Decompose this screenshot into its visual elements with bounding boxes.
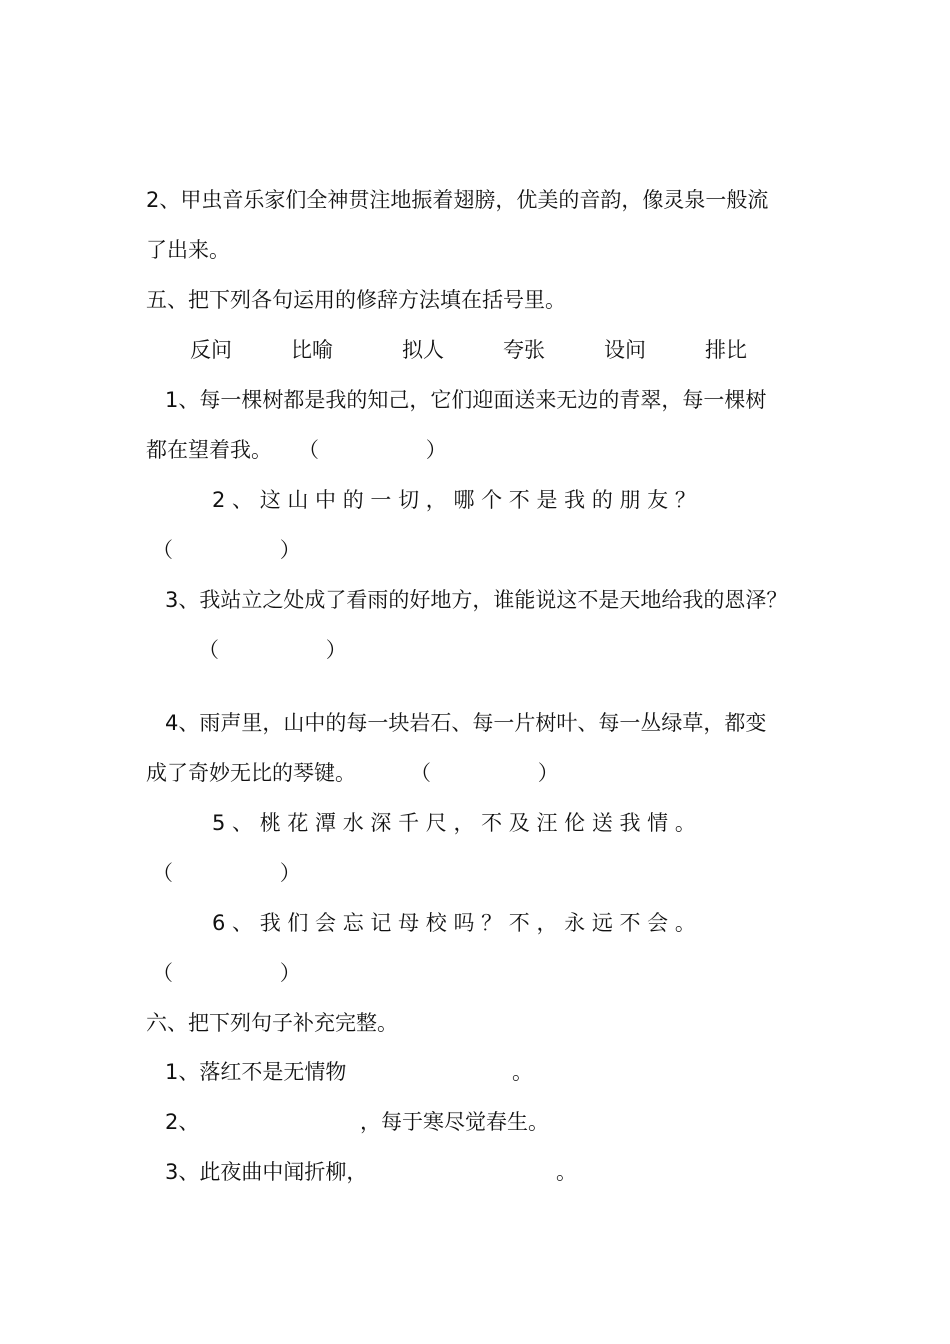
- sentence-5-answer-blank[interactable]: （ ）: [152, 861, 301, 885]
- fill-2-text: ，每于寒尽觉春生。: [360, 1110, 549, 1134]
- sentence-3-answer-blank[interactable]: （ ）: [198, 638, 347, 662]
- section-5-title: 五、把下列各句运用的修辞方法填在括号里。: [146, 288, 566, 312]
- sentence-4-line-2: 成了奇妙无比的琴键。: [146, 761, 356, 785]
- fill-1-end: 。: [512, 1060, 533, 1084]
- fill-3-end: 。: [556, 1160, 577, 1184]
- sentence-1-answer-blank[interactable]: （ ）: [298, 438, 447, 462]
- question-2-line-1: 2、甲虫音乐家们全神贯注地振着翅膀，优美的音韵，像灵泉一般流: [146, 188, 769, 212]
- fill-3-text: 3、此夜曲中闻折柳，: [165, 1160, 368, 1184]
- choice-parallelism: 排比: [705, 338, 747, 362]
- sentence-2-line-1: 2 、 这 山 中 的 一 切 ， 哪 个 不 是 我 的 朋 友 ？: [212, 488, 696, 512]
- sentence-4-line-1: 4、雨声里，山中的每一块岩石、每一片树叶、每一丛绿草，都变: [165, 711, 767, 735]
- sentence-5-line-1: 5 、 桃 花 潭 水 深 千 尺 ， 不 及 汪 伦 送 我 情 。: [212, 811, 696, 835]
- choice-hypophora: 设问: [604, 338, 646, 362]
- fill-1-text: 1、落红不是无情物: [165, 1060, 347, 1084]
- question-2-line-2: 了出来。: [146, 238, 230, 262]
- choice-personification: 拟人: [402, 338, 444, 362]
- section-6-title: 六、把下列句子补充完整。: [146, 1011, 398, 1035]
- choice-rhetorical-question: 反问: [190, 338, 232, 362]
- sentence-4-answer-blank[interactable]: （ ）: [410, 761, 559, 785]
- sentence-1-line-1: 1、每一棵树都是我的知己，它们迎面送来无边的青翠，每一棵树: [165, 388, 767, 412]
- sentence-6-answer-blank[interactable]: （ ）: [152, 961, 301, 985]
- choice-simile: 比喻: [291, 338, 333, 362]
- sentence-6-line-1: 6 、 我 们 会 忘 记 母 校 吗 ？ 不 ， 永 远 不 会 。: [212, 911, 696, 935]
- sentence-3-line-1: 3、我站立之处成了看雨的好地方，谁能说这不是天地给我的恩泽？: [165, 588, 788, 612]
- fill-2-number: 2、: [165, 1110, 200, 1134]
- sentence-1-line-2: 都在望着我。: [146, 438, 272, 462]
- sentence-2-answer-blank[interactable]: （ ）: [152, 538, 301, 562]
- choice-hyperbole: 夸张: [503, 338, 545, 362]
